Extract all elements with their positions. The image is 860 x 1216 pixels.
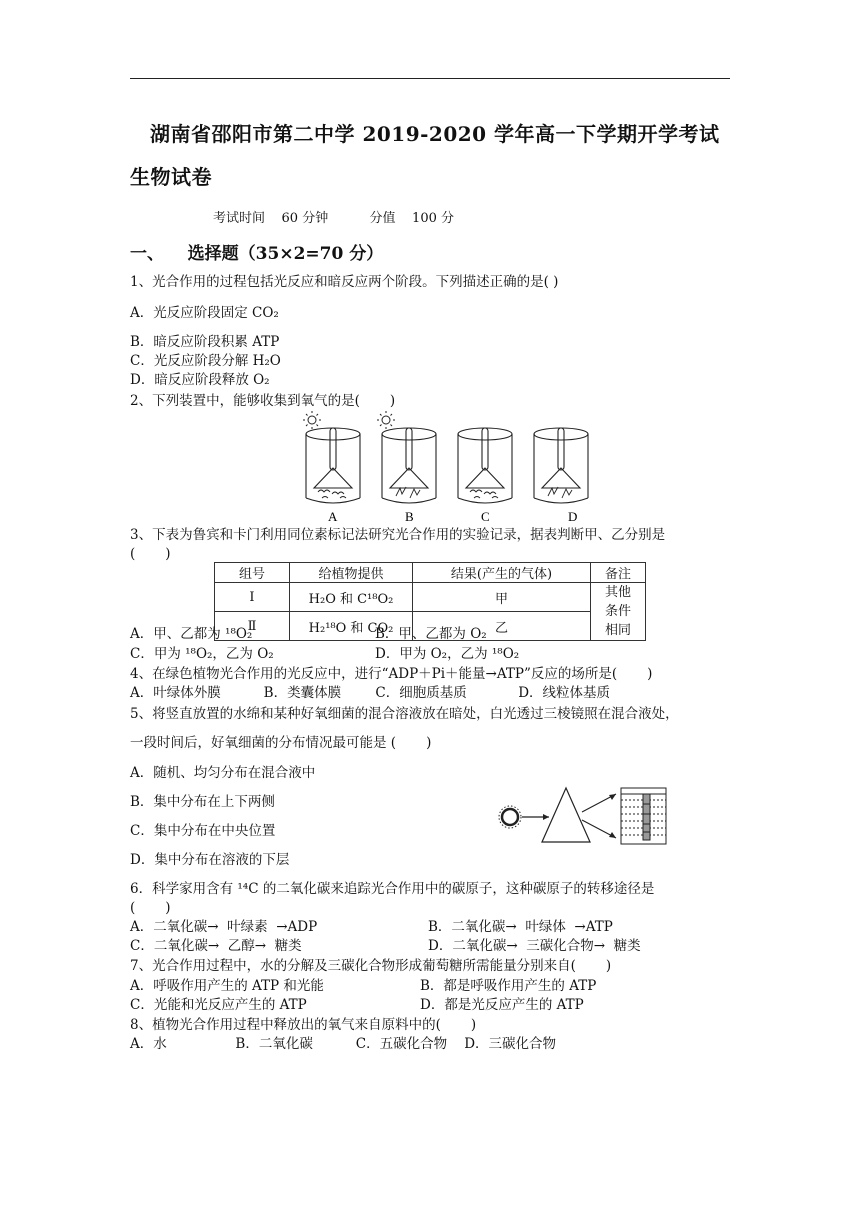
q1-stem: 1、光合作用的过程包括光反应和暗反应两个阶段。下列描述正确的是( ) — [130, 274, 559, 290]
q5-option-d: D．集中分布在溶液的下层 — [130, 852, 290, 868]
q3-option-a: A．甲、乙都为 ¹⁸O₂ — [130, 626, 253, 642]
q5-prism-figure — [494, 784, 674, 848]
table-header: 结果(产生的气体) — [413, 563, 591, 583]
q5-stem: 5、将竖直放置的水绵和某种好氧细菌的混合溶液放在暗处，白光透过三棱镜照在混合液处， — [130, 706, 679, 722]
table-row — [215, 583, 646, 612]
q6-option-c: C．二氧化碳→ 乙醇→ 糖类 — [130, 938, 302, 954]
q7-stem: 7、光合作用过程中，水的分解及三碳化合物形成葡萄糖所需能量分别来自( ) — [130, 958, 612, 974]
beaker-d — [534, 428, 588, 503]
beaker-b — [382, 428, 436, 503]
table-header-row — [215, 563, 646, 583]
q1-option-a: A．光反应阶段固定 CO₂ — [130, 305, 279, 321]
q1-option-c: C．光反应阶段分解 H₂O — [130, 353, 281, 369]
q7-option-b: B．都是呼吸作用产生的 ATP — [420, 978, 597, 994]
q1-option-d: D．暗反应阶段释放 O₂ — [130, 372, 270, 388]
q7-option-d: D．都是光反应产生的 ATP — [420, 997, 584, 1013]
table-header: 备注 — [591, 563, 646, 583]
q6-stem: 6．科学家用含有 ¹⁴C 的二氧化碳来追踪光合作用中的碳原子，这种碳原子的转移途径是 — [130, 881, 655, 897]
q7-option-c: C．光能和光反应产生的 ATP — [130, 997, 307, 1013]
table-header: 组号 — [215, 563, 290, 583]
sun-icon — [499, 806, 521, 828]
sun-icon-a — [303, 411, 321, 429]
q3-stem-bracket: ( ) — [130, 546, 171, 562]
q2-label-a: A — [328, 509, 338, 524]
header-rule — [130, 78, 730, 79]
q8-stem: 8、植物光合作用过程中释放出的氧气来自原料中的( ) — [130, 1017, 477, 1033]
table-cell: Ⅱ — [215, 612, 290, 641]
table-header: 给植物提供 — [290, 563, 413, 583]
sun-icon-b — [377, 411, 395, 429]
arrow-head — [543, 814, 549, 820]
q4-stem: 4、在绿色植物光合作用的光反应中，进行“ADP＋Pi＋能量→ATP”反应的场所是( ) — [130, 666, 653, 682]
q7-option-a: A．呼吸作用产生的 ATP 和光能 — [130, 978, 324, 994]
q2-apparatus-figure — [298, 408, 608, 524]
q5-option-b: B．集中分布在上下两侧 — [130, 794, 275, 810]
q2-stem: 2、下列装置中，能够收集到氧气的是( ) — [130, 393, 396, 409]
q1-option-b: B．暗反应阶段积累 ATP — [130, 334, 280, 350]
q3-option-c: C．甲为 ¹⁸O₂，乙为 O₂ — [130, 646, 274, 662]
q4-options: A．叶绿体外膜 B．类囊体膜 C．细胞质基质 D．线粒体基质 — [130, 685, 611, 701]
table-cell: 乙 — [413, 612, 591, 641]
q5-option-a: A．随机、均匀分布在混合液中 — [130, 765, 316, 781]
q2-label-b: B — [405, 509, 414, 524]
q3-stem: 3、下表为鲁宾和卡门利用同位素标记法研究光合作用的实验记录，据表判断甲、乙分别是 — [130, 527, 666, 543]
q6-option-a: A．二氧化碳→ 叶绿素 →ADP — [130, 919, 318, 935]
exam-meta: 考试时间 60 分钟 分值 100 分 — [213, 211, 455, 226]
section-heading: 一、 选择题（35×2=70 分） — [130, 244, 384, 264]
prism-icon — [542, 788, 590, 842]
table-cell: 甲 — [413, 583, 591, 612]
q6-option-b: B．二氧化碳→ 叶绿体 →ATP — [428, 919, 613, 935]
q2-label-c: C — [481, 509, 490, 524]
q6-stem-bracket: ( ) — [130, 900, 171, 916]
q5-stem-line2: 一段时间后，好氧细菌的分布情况最可能是 ( ) — [130, 735, 432, 751]
q8-options: A．水 B．二氧化碳 C．五碳化合物 D．三碳化合物 — [130, 1036, 557, 1052]
table-cell: H₂¹⁸O 和 CO₂ — [290, 612, 413, 641]
table-note-cell: 其他条件相同 — [591, 583, 646, 641]
solution-tube-icon — [621, 788, 666, 844]
q3-option-b: B．甲、乙都为 O₂ — [375, 626, 487, 642]
q2-label-d: D — [568, 509, 578, 524]
table-cell: H₂O 和 C¹⁸O₂ — [290, 583, 413, 612]
q6-option-d: D．二氧化碳→ 三碳化合物→ 糖类 — [428, 938, 641, 954]
table-cell: Ⅰ — [215, 583, 290, 612]
q5-option-c: C．集中分布在中央位置 — [130, 823, 276, 839]
q3-option-d: D．甲为 O₂，乙为 ¹⁸O₂ — [375, 646, 520, 662]
beaker-c — [458, 428, 512, 503]
exam-title: 湖南省邵阳市第二中学 2019-2020 学年高一下学期开学考试 — [150, 122, 720, 146]
exam-subtitle: 生物试卷 — [130, 165, 212, 189]
beaker-a — [306, 428, 360, 503]
